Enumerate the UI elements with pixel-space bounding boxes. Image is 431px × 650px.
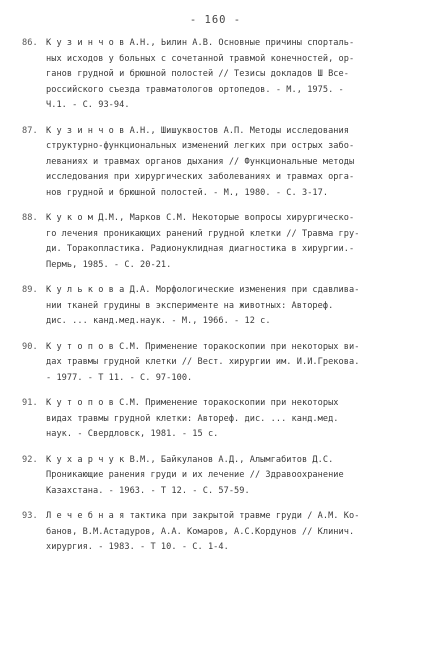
entry-text: К у т о п о в С.М. Применение торакоскопии при некоторых ви- <box>46 341 360 352</box>
entry-text: К у х а р ч у к В.М., Байкуланов А.Д., Алымгабитов Д.С. <box>46 454 334 465</box>
entry-line: банов, В.М.Астадуров, А.А. Комаров, А.С.Кордунов // Клинич. <box>46 526 355 537</box>
entry-line: ди. Торакопластика. Радионуклидная диагностика в хирургии.- <box>46 244 355 254</box>
entry-line: - 1977. - Т 11. - С. 97-100. <box>46 372 193 383</box>
entry-line: нии тканей грудины в эксперименте на животных: Автореф. <box>46 300 334 311</box>
entry-line: наук. - Свердловск, 1981. - 15 с. <box>46 429 219 439</box>
entry-line: го лечения проникающих ранений грудной клетки // Травма гру- <box>46 228 360 239</box>
bibliography-list <box>22 36 416 566</box>
bibliography-entry <box>22 340 416 387</box>
entry-text: К у з и н ч о в А.Н., Шишуквостов А.П. Методы исследования <box>46 125 349 136</box>
entry-number: 93. <box>22 511 38 521</box>
bibliography-entry <box>22 124 416 202</box>
bibliography-entry <box>22 453 416 500</box>
entry-number: 87. <box>22 125 38 136</box>
entry-line: Казахстана. - 1963. - Т 12. - С. 57-59. <box>46 485 250 496</box>
bibliography-entry <box>22 396 416 443</box>
entry-line: российского съезда травматологов ортопедов. - М., 1975. - <box>46 84 344 95</box>
bibliography-entry <box>22 36 416 114</box>
entry-line: дис. ... канд.мед.наук. - М., 1966. - 12 с. <box>46 316 271 326</box>
entry-line: структурно-функциональных изменений легких при острых забо- <box>46 141 355 151</box>
entry-first-line <box>22 453 416 469</box>
entry-line: ганов грудной и брюшной полостей // Тезисы докладов Ш Все- <box>46 69 349 79</box>
entry-first-line <box>22 340 416 356</box>
entry-line: нов грудной и брюшной полостей. - М., 1980. - С. 3-17. <box>46 187 329 198</box>
entry-line: исследования при хирургических заболеваниях и травмах орга- <box>46 172 355 182</box>
bibliography-entry <box>22 211 416 273</box>
entry-number: 92. <box>22 454 38 465</box>
bibliography-entry <box>22 509 416 556</box>
entry-first-line <box>22 396 416 412</box>
entry-text: К у з и н ч о в А.Н., Ьилин А.В. Основные причины спорталь- <box>46 38 355 48</box>
entry-number: 91. <box>22 398 38 408</box>
entry-line: хирургия. - 1983. - Т 10. - С. 1-4. <box>46 542 229 552</box>
entry-text: К у т о п о в С.М. Применение торакоскопии при некоторых <box>46 398 339 408</box>
entry-line: леваниях и травмах органов дыхания // Функциональные методы <box>46 156 355 167</box>
entry-number: 89. <box>22 285 38 295</box>
entry-line: Ч.1. - С. 93-94. <box>46 100 130 110</box>
bibliography-entry <box>22 283 416 330</box>
entry-number: 90. <box>22 341 38 352</box>
entry-number: 86. <box>22 38 38 48</box>
page-number: - 160 - <box>189 14 242 26</box>
entry-line: дах травмы грудной клетки // Вест. хирургии им. И.И.Грекова. <box>46 357 360 367</box>
entry-text: К у к о м Д.М., Марков С.М. Некоторые вопросы хирургическо- <box>46 213 355 223</box>
entry-first-line <box>22 283 416 299</box>
entry-line: видах травмы грудной клетки: Автореф. дис. ... канд.мед. <box>46 413 339 424</box>
entry-first-line <box>22 211 416 227</box>
entry-first-line <box>22 509 416 525</box>
entry-text: К у л ь к о в а Д.А. Морфологические изменения при сдавлива- <box>46 285 360 295</box>
entry-line: Проникающие ранения груди и их лечение // Здравоохранение <box>46 470 344 480</box>
entry-number: 88. <box>22 213 38 223</box>
entry-text: Л е ч е б н а я тактика при закрытой травме груди / А.М. Ко- <box>46 511 360 521</box>
entry-first-line <box>22 124 416 140</box>
entry-first-line <box>22 36 416 52</box>
entry-line: ных исходов у больных с сочетанной травмой конечностей, ор- <box>46 53 355 64</box>
entry-line: Пермь, 1985. - С. 20-21. <box>46 259 172 270</box>
